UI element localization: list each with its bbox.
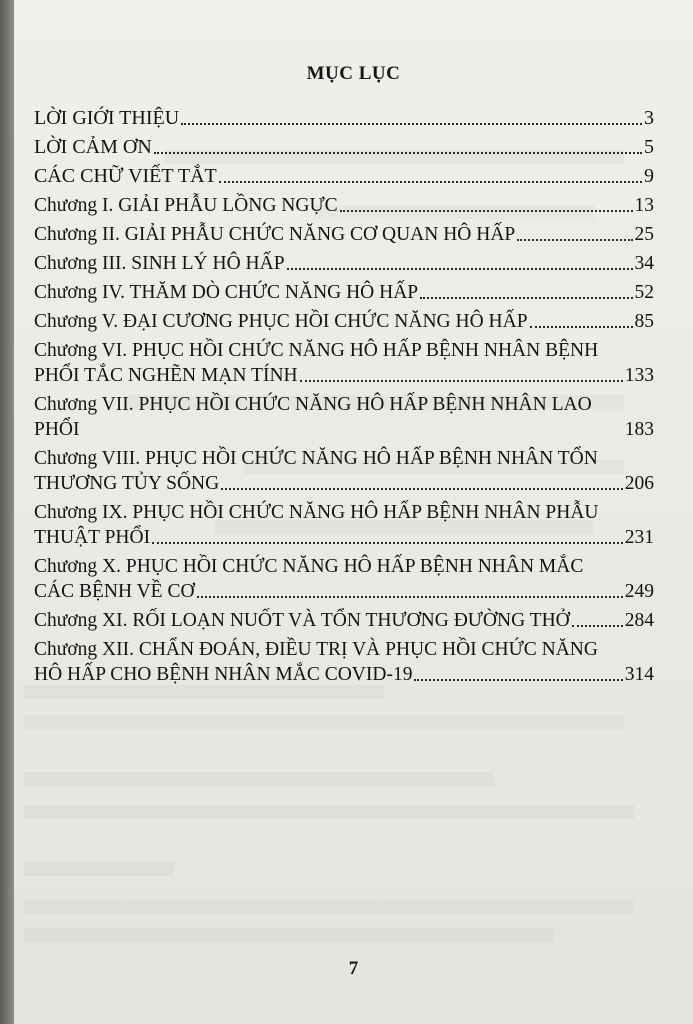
toc-entry-chapter-6: [34, 338, 654, 388]
toc-entry-chapter-12: [34, 637, 654, 687]
toc-entry-text-line1: Chương VI. PHỤC HỒI CHỨC NĂNG HÔ HẤP BỆNH NHÂN BỆNH: [34, 340, 599, 361]
book-spine-edge: [0, 0, 14, 1024]
toc-entry-loi-cam-on: [34, 135, 654, 160]
toc-entry-text-line1: Chương X. PHỤC HỒI CHỨC NĂNG HÔ HẤP BỆNH NHÂN MẮC: [34, 556, 584, 577]
toc-entry-text: CÁC CHỮ VIẾT TẮT: [34, 165, 217, 187]
toc-entry-cac-chu-viet-tat: [34, 164, 654, 189]
toc-entry-text-line2: CÁC BỆNH VỀ CƠ: [34, 581, 195, 602]
toc-entry-text-line2: PHỔI TẮC NGHẼN MẠN TÍNH: [34, 365, 298, 386]
dot-leader: [572, 624, 623, 627]
toc-entry-chapter-4: [34, 280, 654, 305]
toc-entry-chapter-9: [34, 500, 654, 550]
toc-entry-loi-gioi-thieu: [34, 106, 654, 131]
toc-entry-text-line2: PHỔI: [34, 419, 80, 440]
dot-leader: [154, 151, 642, 154]
table-of-contents: [34, 106, 654, 691]
dot-leader: [181, 122, 642, 125]
toc-entry-page: 206: [624, 473, 654, 494]
toc-entry-text: LỜI GIỚI THIỆU: [34, 107, 180, 129]
dot-leader: [197, 595, 623, 598]
dot-leader: [219, 180, 642, 183]
book-page: [14, 0, 693, 1024]
toc-entry-text-line1: Chương VII. PHỤC HỒI CHỨC NĂNG HÔ HẤP BỆNH NHÂN LAO: [34, 394, 592, 415]
toc-entry-page: 9: [644, 165, 654, 187]
toc-entry-page: 52: [634, 282, 654, 303]
dot-leader: [530, 325, 633, 328]
toc-entry-page: 314: [624, 664, 654, 685]
toc-entry-text: Chương V. ĐẠI CƯƠNG PHỤC HỒI CHỨC NĂNG HÔ HẤP: [34, 311, 528, 332]
toc-entry-chapter-10: [34, 554, 654, 604]
toc-entry-page: 25: [634, 224, 654, 245]
toc-entry-chapter-8: [34, 446, 654, 496]
toc-entry-text-line2: HÔ HẤP CHO BỆNH NHÂN MẮC COVID-19: [34, 664, 413, 685]
page-title: MỤC LỤC: [306, 63, 401, 84]
dot-leader: [300, 379, 623, 382]
toc-entry-chapter-2: [34, 222, 654, 247]
dot-leader: [517, 238, 632, 241]
dot-leader: [340, 209, 633, 212]
toc-entry-text-line1: Chương VIII. PHỤC HỒI CHỨC NĂNG HÔ HẤP BỆNH NHÂN TỔN: [34, 448, 598, 469]
toc-entry-page: 249: [624, 581, 654, 602]
toc-entry-text: Chương I. GIẢI PHẪU LỒNG NGỰC: [34, 195, 338, 216]
toc-entry-page: 5: [644, 136, 654, 158]
toc-entry-text-line2: THUẬT PHỔI: [34, 527, 151, 548]
dot-leader: [414, 678, 622, 681]
toc-entry-page: 34: [634, 253, 654, 274]
toc-entry-chapter-1: [34, 193, 654, 218]
dot-leader: [221, 487, 623, 490]
toc-entry-page: 231: [624, 527, 654, 548]
toc-entry-text: LỜI CẢM ƠN: [34, 136, 152, 158]
page-number: 7: [348, 958, 359, 979]
toc-entry-page: 3: [644, 107, 654, 129]
toc-entry-text-line2: THƯƠNG TỦY SỐNG: [34, 473, 220, 494]
dot-leader: [287, 267, 633, 270]
toc-entry-chapter-3: [34, 251, 654, 276]
toc-entry-text: Chương XI. RỐI LOẠN NUỐT VÀ TỔN THƯƠNG ĐƯỜNG THỞ: [34, 610, 570, 631]
toc-entry-page: 183: [624, 419, 654, 440]
toc-entry-page: 13: [634, 195, 654, 216]
toc-entry-chapter-11: [34, 608, 654, 633]
toc-entry-page: 85: [634, 311, 654, 332]
toc-entry-chapter-5: [34, 309, 654, 334]
toc-entry-text: Chương II. GIẢI PHẪU CHỨC NĂNG CƠ QUAN HÔ HẤP: [34, 224, 516, 245]
toc-entry-page: 133: [624, 365, 654, 386]
dot-leader: [152, 541, 623, 544]
toc-entry-text: Chương III. SINH LÝ HÔ HẤP: [34, 253, 285, 274]
dot-leader: [82, 433, 623, 436]
toc-entry-text: Chương IV. THĂM DÒ CHỨC NĂNG HÔ HẤP: [34, 282, 419, 303]
dot-leader: [420, 296, 632, 299]
toc-entry-page: 284: [624, 610, 654, 631]
toc-entry-text-line1: Chương XII. CHẨN ĐOÁN, ĐIỀU TRỊ VÀ PHỤC HỒI CHỨC NĂNG: [34, 639, 598, 660]
toc-entry-chapter-7: [34, 392, 654, 442]
toc-entry-text-line1: Chương IX. PHỤC HỒI CHỨC NĂNG HÔ HẤP BỆNH NHÂN PHẪU: [34, 502, 599, 523]
